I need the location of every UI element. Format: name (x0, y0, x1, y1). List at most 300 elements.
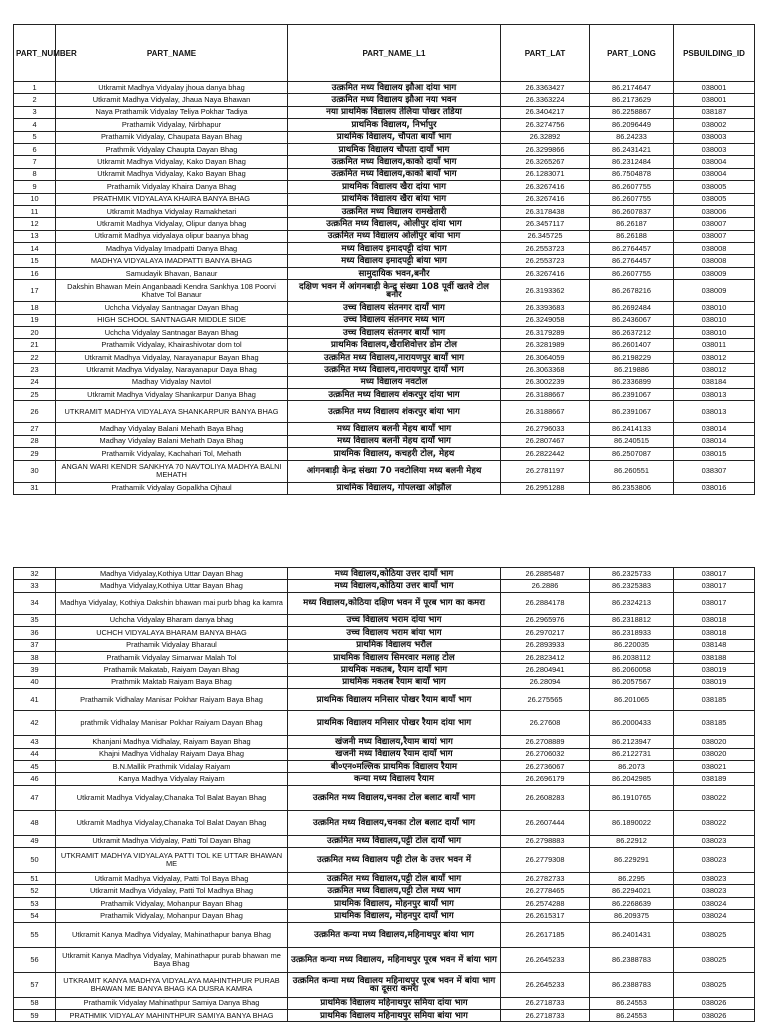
cell-psbuilding-id: 038003 (674, 143, 755, 155)
cell-part-lat: 26.2796033 (501, 423, 590, 435)
table-row (14, 736, 755, 748)
cell-part-lat: 26.3267416 (501, 181, 590, 193)
cell-part-long: 86.2637212 (590, 327, 674, 339)
cell-part-name-l1: उत्क्रमित मध्य विद्यालय,पट्टी टोल मध्य भाग (288, 885, 501, 897)
cell-psbuilding-id: 038022 (674, 785, 755, 810)
cell-part-name-l1: प्राथमिक विद्यालय मनिसार पोखर रैयाम बायाँ भाग (288, 689, 501, 711)
cell-part-lat: 26.2886 (501, 580, 590, 592)
table-row (14, 143, 755, 155)
polling-parts-table-1 (13, 24, 755, 495)
cell-part-long: 86.219886 (590, 364, 674, 376)
cell-part-number: 17 (14, 280, 56, 302)
cell-psbuilding-id: 038188 (674, 651, 755, 663)
cell-part-lat: 26.2574288 (501, 897, 590, 909)
cell-part-name: Madhya Vidyalay, Kothiya Dakshin bhawan mai purb bhag ka kamra (56, 592, 288, 614)
table-row (14, 267, 755, 279)
cell-psbuilding-id: 038019 (674, 676, 755, 688)
cell-part-name-l1: मध्य विद्यालय इमादपट्टी बांया भाग (288, 255, 501, 267)
cell-part-long: 86.26188 (590, 230, 674, 242)
cell-psbuilding-id: 038023 (674, 873, 755, 885)
cell-part-name: UTKRAMIT MADHYA VIDYALAYA SHANKARPUR BANYA BHAG (56, 401, 288, 423)
cell-part-name: Utkramit Madhya Vidyalay, Kako Dayan Bhag (56, 156, 288, 168)
cell-part-name: UTKRAMIT MADHYA VIDYALAYA PATTI TOL KE UTTAR BHAWAN ME (56, 848, 288, 873)
header-row (14, 25, 755, 82)
cell-part-name-l1: प्राथमिक विद्यालय, चौपता बायाँ भाग (288, 131, 501, 143)
table-row (14, 193, 755, 205)
cell-part-long: 86.2268639 (590, 897, 674, 909)
cell-psbuilding-id: 038010 (674, 302, 755, 314)
table-row (14, 314, 755, 326)
cell-part-long: 86.2607837 (590, 205, 674, 217)
cell-part-lat: 26.2965976 (501, 614, 590, 626)
cell-part-name-l1: उत्क्रमित मध्य विद्यालय, ओलीपुर दांया भाग (288, 218, 501, 230)
cell-part-lat: 26.1283071 (501, 168, 590, 180)
cell-part-long: 86.2073 (590, 760, 674, 772)
cell-part-lat: 26.2951288 (501, 482, 590, 494)
cell-psbuilding-id: 038019 (674, 664, 755, 676)
cell-part-name-l1: प्राथमिक विद्यालय खैरा दांया भाग (288, 181, 501, 193)
cell-psbuilding-id: 038004 (674, 168, 755, 180)
cell-part-name-l1: प्राथमिक विद्यालय मनिसार पोखर रैयाम दांया भाग (288, 711, 501, 736)
table-row (14, 897, 755, 909)
cell-part-long: 86.2325733 (590, 568, 674, 580)
table-row (14, 748, 755, 760)
table-row (14, 1010, 755, 1022)
cell-part-lat: 26.3457117 (501, 218, 590, 230)
table-row (14, 339, 755, 351)
cell-part-lat: 26.3299866 (501, 143, 590, 155)
cell-part-lat: 26.345725 (501, 230, 590, 242)
cell-part-lat: 26.2708889 (501, 736, 590, 748)
cell-part-long: 86.2000433 (590, 711, 674, 736)
cell-part-name: Utkramit Madhya Vidyalay,Chanaka Tol Balat Dayan Bhag (56, 810, 288, 835)
cell-part-lat: 26.275565 (501, 689, 590, 711)
cell-part-name-l1: उत्क्रमित मध्य विद्यालय,नारायणपुर बायाँ भाग (288, 351, 501, 363)
cell-psbuilding-id: 038307 (674, 460, 755, 482)
cell-part-long: 86.7504878 (590, 168, 674, 180)
header-part-number: PART_NUMBER (14, 25, 56, 82)
cell-part-long: 86.24233 (590, 131, 674, 143)
cell-part-long: 86.2601407 (590, 339, 674, 351)
table-row (14, 848, 755, 873)
cell-psbuilding-id: 038009 (674, 267, 755, 279)
cell-part-number: 1 (14, 82, 56, 94)
cell-part-lat: 26.3267416 (501, 193, 590, 205)
table-row (14, 676, 755, 688)
cell-part-name: Prathamik Vidyalay Mahinathpur Samiya Danya Bhag (56, 997, 288, 1009)
cell-psbuilding-id: 038189 (674, 773, 755, 785)
cell-part-number: 10 (14, 193, 56, 205)
cell-part-number: 52 (14, 885, 56, 897)
cell-psbuilding-id: 038012 (674, 364, 755, 376)
cell-part-number: 44 (14, 748, 56, 760)
cell-part-name-l1: प्राथमिक विद्यालय भरौल (288, 639, 501, 651)
cell-part-lat: 26.3064059 (501, 351, 590, 363)
cell-part-lat: 26.3249058 (501, 314, 590, 326)
cell-part-name-l1: उत्क्रमित कन्या मध्य विद्यालय महिनाथपुर पूरब भवन में बांया भाग का दूसरा कमरा (288, 972, 501, 997)
cell-part-name-l1: उच्च विद्यालय भराम बांया भाग (288, 627, 501, 639)
cell-part-name-l1: मध्य विद्यालय,कोठिया उत्तर बायाँ भाग (288, 580, 501, 592)
table-body-1 (14, 82, 755, 495)
table-row (14, 568, 755, 580)
cell-part-lat: 26.2885487 (501, 568, 590, 580)
cell-part-lat: 26.2553723 (501, 243, 590, 255)
cell-part-long: 86.24553 (590, 997, 674, 1009)
cell-part-long: 86.2198229 (590, 351, 674, 363)
table-row (14, 910, 755, 922)
table-row (14, 181, 755, 193)
cell-part-number: 37 (14, 639, 56, 651)
cell-part-name-l1: उत्क्रमित मध्य विद्यालय,नारायणपुर दायाँ भाग (288, 364, 501, 376)
cell-part-lat: 26.3265267 (501, 156, 590, 168)
polling-parts-table-2 (13, 567, 755, 1022)
cell-part-number: 4 (14, 119, 56, 131)
cell-part-number: 36 (14, 627, 56, 639)
cell-psbuilding-id: 038014 (674, 435, 755, 447)
cell-part-number: 3 (14, 106, 56, 118)
cell-part-lat: 26.28094 (501, 676, 590, 688)
cell-part-name-l1: नया प्राथमिक विद्यालय तेलिया पोखर तडिया (288, 106, 501, 118)
cell-part-name: Madhya Vidyalay,Kothiya Uttar Dayan Bhag (56, 568, 288, 580)
table-row (14, 131, 755, 143)
cell-part-number: 51 (14, 873, 56, 885)
cell-part-name: Khajni Madhya Vidhalay Raiyam Daya Bhag (56, 748, 288, 760)
cell-psbuilding-id: 038187 (674, 106, 755, 118)
cell-part-name-l1: उत्क्रमित मध्य विद्यालय शंकरपुर दांया भाग (288, 388, 501, 400)
table-row (14, 119, 755, 131)
cell-part-name: Prathamik Vidyalay Bharaul (56, 639, 288, 651)
cell-part-long: 86.2391067 (590, 388, 674, 400)
cell-part-number: 58 (14, 997, 56, 1009)
cell-part-long: 86.240515 (590, 435, 674, 447)
cell-part-number: 43 (14, 736, 56, 748)
cell-part-name: Utkramit Madhya Vidyalay, Jhaua Naya Bhawan (56, 94, 288, 106)
table-row (14, 280, 755, 302)
cell-part-lat: 26.3179289 (501, 327, 590, 339)
cell-part-long: 86.2042985 (590, 773, 674, 785)
cell-psbuilding-id: 038003 (674, 131, 755, 143)
table-row (14, 156, 755, 168)
cell-part-name-l1: मध्य विद्यालय नवटोल (288, 376, 501, 388)
cell-part-number: 25 (14, 388, 56, 400)
table-row (14, 94, 755, 106)
cell-part-long: 86.2607755 (590, 193, 674, 205)
cell-part-name: Utkramit Madhya Vidyalay jhoua danya bhag (56, 82, 288, 94)
cell-part-long: 86.2060058 (590, 664, 674, 676)
cell-part-number: 12 (14, 218, 56, 230)
table-row (14, 376, 755, 388)
cell-part-name: PRATHMIK VIDYALAY MAHINTHPUR SAMIYA BANYA BHAG (56, 1010, 288, 1022)
cell-psbuilding-id: 038013 (674, 401, 755, 423)
cell-part-long: 86.2096449 (590, 119, 674, 131)
cell-part-name: Utkramit Madhya Vidyalay Ramakhetari (56, 205, 288, 217)
cell-part-name-l1: उच्च विद्यालय भराम दांया भाग (288, 614, 501, 626)
cell-part-number: 21 (14, 339, 56, 351)
table-row (14, 627, 755, 639)
cell-part-lat: 26.3178438 (501, 205, 590, 217)
cell-part-long: 86.2678216 (590, 280, 674, 302)
cell-part-name-l1: मध्य विद्यालय इमादपट्टी दांया भाग (288, 243, 501, 255)
cell-part-name-l1: प्राथमिक विद्यालय खैरा बांया भाग (288, 193, 501, 205)
cell-part-number: 31 (14, 482, 56, 494)
cell-part-long: 86.2318812 (590, 614, 674, 626)
cell-psbuilding-id: 038007 (674, 218, 755, 230)
cell-part-name-l1: उच्च विद्यालय संतनगर बायाँ भाग (288, 327, 501, 339)
cell-part-number: 14 (14, 243, 56, 255)
cell-part-lat: 26.2645233 (501, 947, 590, 972)
cell-part-number: 2 (14, 94, 56, 106)
cell-psbuilding-id: 038017 (674, 592, 755, 614)
cell-part-number: 33 (14, 580, 56, 592)
cell-psbuilding-id: 038005 (674, 181, 755, 193)
cell-part-name: UTKRAMIT KANYA MADHYA VIDYALAYA MAHINTHPUR PURAB BHAWAN ME BANYA BHAG KA DUSRA KAMRA (56, 972, 288, 997)
cell-part-long: 86.260551 (590, 460, 674, 482)
table-row (14, 580, 755, 592)
cell-part-name: Utkramit Madhya vidyalaya olipur baanya bhag (56, 230, 288, 242)
cell-part-number: 9 (14, 181, 56, 193)
cell-psbuilding-id: 038018 (674, 614, 755, 626)
cell-part-name: B.N.Mallik Prathmik Vidalay Raiyam (56, 760, 288, 772)
cell-part-name-l1: उत्क्रमित कन्या मध्य विद्यालय, महिनाथपुर पूरब भवन में बांया भाग (288, 947, 501, 972)
cell-part-long: 86.2325383 (590, 580, 674, 592)
header-part-lat: PART_LAT (501, 25, 590, 82)
cell-part-number: 54 (14, 910, 56, 922)
cell-part-long: 86.22912 (590, 835, 674, 847)
cell-part-name: Madhay Vidyalay Balani Mehath Baya Bhag (56, 423, 288, 435)
cell-part-name-l1: खजनी मध्य विद्यालय रैयाम दायाँ भाग (288, 748, 501, 760)
cell-part-name: Utkramit Madhya Vidyalay, Patti Tol Madhya Bhag (56, 885, 288, 897)
table-row (14, 835, 755, 847)
cell-psbuilding-id: 038001 (674, 82, 755, 94)
cell-part-long: 86.2312484 (590, 156, 674, 168)
cell-psbuilding-id: 038006 (674, 205, 755, 217)
cell-part-number: 30 (14, 460, 56, 482)
table-row (14, 922, 755, 947)
cell-part-lat: 26.2696179 (501, 773, 590, 785)
cell-part-lat: 26.2779308 (501, 848, 590, 873)
cell-part-name: Madhya Vidyalay Imadpatti Danya Bhag (56, 243, 288, 255)
cell-psbuilding-id: 038023 (674, 885, 755, 897)
cell-part-lat: 26.3188667 (501, 401, 590, 423)
cell-part-name: Madhay Vidyalay Navtol (56, 376, 288, 388)
table-row (14, 773, 755, 785)
cell-part-name-l1: उत्क्रमित मध्य विद्यालय,काको बायाँ भाग (288, 168, 501, 180)
table-row (14, 482, 755, 494)
cell-part-name-l1: उत्क्रमित कन्या मध्य विद्यालय,महिनाथपुर बांया भाग (288, 922, 501, 947)
cell-part-number: 39 (14, 664, 56, 676)
cell-part-lat: 26.2615317 (501, 910, 590, 922)
cell-part-long: 86.2123947 (590, 736, 674, 748)
cell-psbuilding-id: 038185 (674, 711, 755, 736)
cell-part-lat: 26.3363427 (501, 82, 590, 94)
cell-part-name-l1: दक्षिण भवन में आंगनबाड़ी केन्द्र संख्या 108 पूर्वी खतवे टोल बनौर (288, 280, 501, 302)
cell-psbuilding-id: 038023 (674, 848, 755, 873)
cell-psbuilding-id: 038024 (674, 897, 755, 909)
cell-psbuilding-id: 038007 (674, 230, 755, 242)
cell-psbuilding-id: 038015 (674, 448, 755, 460)
cell-part-number: 40 (14, 676, 56, 688)
cell-part-lat: 26.2778465 (501, 885, 590, 897)
cell-psbuilding-id: 038010 (674, 327, 755, 339)
cell-part-number: 57 (14, 972, 56, 997)
cell-part-lat: 26.2706032 (501, 748, 590, 760)
cell-part-number: 55 (14, 922, 56, 947)
cell-part-long: 86.2764457 (590, 243, 674, 255)
table-row (14, 448, 755, 460)
cell-part-number: 27 (14, 423, 56, 435)
cell-part-name: Utkramit Madhya Vidyalay, Patti Tol Baya Bhag (56, 873, 288, 885)
cell-part-long: 86.2607755 (590, 267, 674, 279)
cell-part-lat: 26.3267416 (501, 267, 590, 279)
cell-part-name: Uchcha Vidyalay Bharam danya bhag (56, 614, 288, 626)
table-row (14, 401, 755, 423)
cell-part-long: 86.2436067 (590, 314, 674, 326)
cell-part-name: Utkramit Madhya Vidyalay, Patti Tol Dayan Bhag (56, 835, 288, 847)
cell-part-lat: 26.2607444 (501, 810, 590, 835)
cell-part-name: Utkramit Madhya Vidyalay, Narayanapur Bayan Bhag (56, 351, 288, 363)
table-row (14, 614, 755, 626)
cell-psbuilding-id: 038020 (674, 736, 755, 748)
cell-part-name: Kanya Madhya Vidyalay Raiyam (56, 773, 288, 785)
cell-part-name-l1: मध्य विद्यालय बलनी मेहथ दायाँ भाग (288, 435, 501, 447)
cell-part-lat: 26.2617185 (501, 922, 590, 947)
table-row (14, 423, 755, 435)
cell-psbuilding-id: 038004 (674, 156, 755, 168)
cell-part-lat: 26.3404217 (501, 106, 590, 118)
cell-part-long: 86.1890022 (590, 810, 674, 835)
cell-part-lat: 26.3188667 (501, 388, 590, 400)
cell-part-long: 86.26187 (590, 218, 674, 230)
cell-part-number: 23 (14, 364, 56, 376)
cell-part-lat: 26.3193362 (501, 280, 590, 302)
cell-part-number: 16 (14, 267, 56, 279)
cell-part-name: Utkramit Madhya Vidyalay,Chanaka Tol Balat Bayan Bhag (56, 785, 288, 810)
table-row (14, 205, 755, 217)
cell-part-name-l1: उत्क्रमित मध्य विद्यालय झौआ दांया भाग (288, 82, 501, 94)
cell-part-long: 86.2173629 (590, 94, 674, 106)
table-row (14, 388, 755, 400)
cell-part-lat: 26.3393683 (501, 302, 590, 314)
cell-psbuilding-id: 038013 (674, 388, 755, 400)
cell-part-name-l1: खंजनी मध्य विद्यालय,रैयाम बायां भाग (288, 736, 501, 748)
cell-part-name: Utkramit Madhya Vidyalay Shankarpur Danya Bhag (56, 388, 288, 400)
cell-part-name: HIGH SCHOOL SANTNAGAR MIDDLE SIDE (56, 314, 288, 326)
cell-part-number: 6 (14, 143, 56, 155)
cell-part-long: 86.2414133 (590, 423, 674, 435)
cell-psbuilding-id: 038026 (674, 997, 755, 1009)
cell-psbuilding-id: 038008 (674, 243, 755, 255)
cell-part-number: 42 (14, 711, 56, 736)
cell-part-name: Madhay Vidyalay Balani Mehath Daya Bhag (56, 435, 288, 447)
cell-part-long: 86.2122731 (590, 748, 674, 760)
cell-part-name: Prathamik Makatab, Raiyam Dayan Bhag (56, 664, 288, 676)
cell-part-long: 86.2258867 (590, 106, 674, 118)
cell-part-name: Samudayik Bhavan, Banaur (56, 267, 288, 279)
cell-psbuilding-id: 038002 (674, 119, 755, 131)
table-row (14, 327, 755, 339)
cell-part-name: Utkramit Madhya Vidyalay, Olipur danya bhag (56, 218, 288, 230)
cell-part-name-l1: उत्क्रमित मध्य विद्यालय,चनका टोल बलाट बायाँ भाग (288, 785, 501, 810)
cell-part-number: 38 (14, 651, 56, 663)
cell-part-number: 45 (14, 760, 56, 772)
cell-part-lat: 26.2807467 (501, 435, 590, 447)
cell-part-lat: 26.3274756 (501, 119, 590, 131)
cell-psbuilding-id: 038009 (674, 280, 755, 302)
table-row (14, 460, 755, 482)
cell-part-lat: 26.32892 (501, 131, 590, 143)
cell-part-number: 20 (14, 327, 56, 339)
cell-part-lat: 26.2970217 (501, 627, 590, 639)
cell-part-name-l1: प्राथमिक विद्यालय महिनाथपुर समिया बांया भाग (288, 1010, 501, 1022)
cell-part-name: Uchcha Vidyalay Santnagar Bayan Bhag (56, 327, 288, 339)
table-body-2 (14, 568, 755, 1022)
cell-psbuilding-id: 038024 (674, 910, 755, 922)
table-row (14, 639, 755, 651)
cell-part-name-l1: सामुदायिक भवन,बनौर (288, 267, 501, 279)
table-row (14, 947, 755, 972)
cell-psbuilding-id: 038001 (674, 94, 755, 106)
cell-part-number: 26 (14, 401, 56, 423)
cell-part-number: 11 (14, 205, 56, 217)
cell-part-name: Prathamik Vidyalay, Mohanpur Bayan Bhag (56, 897, 288, 909)
table-row (14, 711, 755, 736)
table-row (14, 351, 755, 363)
cell-part-name: Madhya Vidyalay,Kothiya Uttar Bayan Bhag (56, 580, 288, 592)
cell-part-lat: 26.2798883 (501, 835, 590, 847)
table-row (14, 106, 755, 118)
cell-part-name-l1: प्राथमिक विद्यालय, कचहरी टोल, मेहथ (288, 448, 501, 460)
cell-part-name: Prathamik Vidyalay, Mohanpur Dayan Bhag (56, 910, 288, 922)
cell-part-long: 86.2764457 (590, 255, 674, 267)
cell-part-name: Khanjani Madhya Vidhalay, Raiyam Bayan Bhag (56, 736, 288, 748)
cell-part-number: 48 (14, 810, 56, 835)
cell-part-lat: 26.2718733 (501, 997, 590, 1009)
table-row (14, 255, 755, 267)
cell-part-number: 34 (14, 592, 56, 614)
cell-part-name-l1: उत्क्रमित मध्य विद्यालय रामखेतारी (288, 205, 501, 217)
cell-psbuilding-id: 038016 (674, 482, 755, 494)
cell-part-long: 86.2336899 (590, 376, 674, 388)
cell-part-lat: 26.2893933 (501, 639, 590, 651)
cell-part-number: 46 (14, 773, 56, 785)
cell-part-name: Prathamik Vidyalay, Nirbhapur (56, 119, 288, 131)
header-part-long: PART_LONG (590, 25, 674, 82)
cell-part-name: Uchcha Vidyalay Santnagar Dayan Bhag (56, 302, 288, 314)
cell-part-name: Prathamik Vidyalay Khaira Danya Bhag (56, 181, 288, 193)
cell-part-number: 5 (14, 131, 56, 143)
cell-part-name: Prathmik Maktab Raiyam Baya Bhag (56, 676, 288, 688)
cell-part-number: 7 (14, 156, 56, 168)
cell-part-name-l1: प्राथमिक विद्यालय चौपता दायाँ भाग (288, 143, 501, 155)
cell-part-long: 86.2353806 (590, 482, 674, 494)
header-part-name: PART_NAME (56, 25, 288, 82)
cell-part-number: 24 (14, 376, 56, 388)
cell-part-number: 41 (14, 689, 56, 711)
cell-part-name-l1: आंगनबाड़ी केन्द्र संख्या 70 नवटोलिया मध्य बलनी मेहथ (288, 460, 501, 482)
table-row (14, 218, 755, 230)
cell-part-lat: 26.2553723 (501, 255, 590, 267)
cell-psbuilding-id: 038017 (674, 568, 755, 580)
cell-part-name-l1: मध्य विद्यालय,कोठिया उत्तर दायाँ भाग (288, 568, 501, 580)
cell-part-name: ANGAN WARI KENDR SANKHYA 70 NAVTOLIYA MADHYA BALNI MEHATH (56, 460, 288, 482)
table-row (14, 997, 755, 1009)
cell-part-long: 86.2294021 (590, 885, 674, 897)
cell-part-number: 35 (14, 614, 56, 626)
cell-part-number: 32 (14, 568, 56, 580)
cell-part-name-l1: उत्क्रमित मध्य विद्यालय झौआ नया भवन (288, 94, 501, 106)
cell-psbuilding-id: 038017 (674, 580, 755, 592)
cell-psbuilding-id: 038008 (674, 255, 755, 267)
